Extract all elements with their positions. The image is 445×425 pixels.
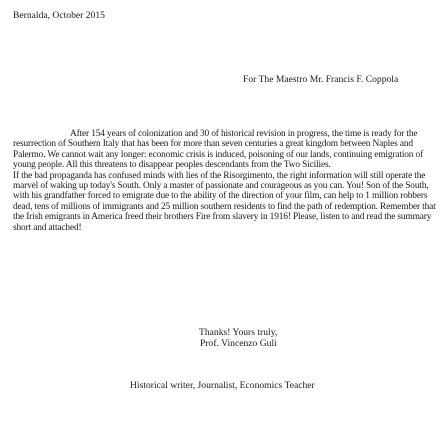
place-date: Bernalda, October 2015	[13, 10, 105, 21]
recipient-line: For The Maestro Mr. Francis F. Coppola	[243, 74, 399, 85]
letter-body	[13, 129, 437, 233]
signature-name: Prof. Vincenzo Guli	[200, 338, 277, 349]
closing-line: Thanks! Yours truly,	[199, 327, 278, 338]
author-credentials: Historical writer, Journalist, Economics Teacher	[130, 380, 315, 391]
closing-block	[199, 327, 277, 349]
body-paragraph: If the bad propaganda has confused minds with lies of the Risorgimento, the right information will still operate the marvel of waking up today's South. Only a master of passionate and courageous as you can. You! Son of the South, with his grandfather forced to emigrate due to the ability of the direction of your film, can help to 1 million robbers dead, tens of millions of immigrants and 25 million southern residents to find the path of redemption. Remember that the Irish emigrants in America freed their brothers Fire from slavery in 1916! Please, listen to and read the summary short and attached!	[13, 170, 436, 233]
body-paragraph: After 154 years of colonization and 30 of historical revision in progress, the time is ready for the resurrection of Southern Italy that has been for more than seven centuries a great kingdom between Naples and Palermo. We cannot wait any longer: economic crisis is induced, poisoning of our lands, continuing emigration of young people. All this threatens to disappear peoples descendants from the Two Sicilies.	[13, 129, 424, 171]
